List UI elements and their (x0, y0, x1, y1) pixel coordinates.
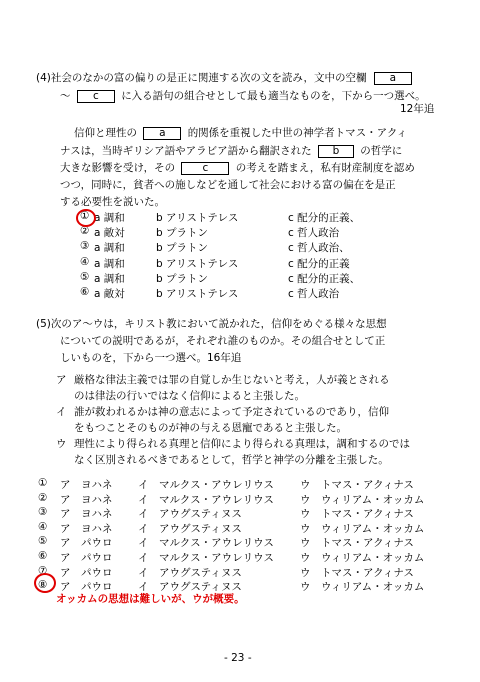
choice-a: ア ヨハネ (60, 522, 113, 535)
choice-num: ② (80, 225, 90, 238)
choice-i: イ アウグスティヌス (138, 508, 242, 521)
choice-b: b プラトン (156, 272, 209, 285)
statement-label: イ (56, 406, 67, 418)
choice-u: ウ トマス・アクィナス (300, 508, 414, 521)
choice-a: a 敵対 (94, 288, 125, 300)
blank-a-box: a (374, 72, 412, 85)
choice-a: a 調和 (94, 242, 125, 255)
q4-passage-l5: する必要性を説いた。 (60, 196, 165, 208)
choice-a: ア パウロ (60, 566, 113, 579)
choice-c: c 哲人政治、 (288, 242, 350, 255)
choice-a: a 調和 (94, 257, 125, 270)
choice-u: ウ トマス・アクィナス (300, 537, 414, 550)
choice-num: ④ (38, 520, 48, 533)
choice-a: ア ヨハネ (60, 508, 113, 521)
q4-passage-l2: ナスは，当時ギリシア語やアラビア語から翻訳された b の哲学に (60, 144, 403, 157)
q5-line2: についての説明であるが，それぞれ誰のものか。その組合せとして正 (60, 335, 386, 347)
statement-text: をもつことそのものが神の与える恩寵であると主張した。 (74, 422, 347, 434)
q4-passage-l3: 大きな影響を受け，その c の考えを踏まえ，私有財産制度を認め (60, 161, 415, 174)
choice-c: c 配分的正義、 (288, 212, 361, 224)
statement-text: のは律法の行いではなく信仰によると主張した。 (74, 390, 305, 402)
choice-a: ア パウロ (60, 552, 113, 564)
q4-line1: (4)社会のなかの富の偏りの是正に関連する次の文を読み，文中の空欄 a (36, 70, 412, 85)
choice-i: イ マルクス・アウレリウス (138, 493, 274, 506)
choice-a: a 調和 (94, 272, 125, 285)
choice-u: ウ ウィリアム・オッカム (300, 493, 425, 506)
choice-i: イ アウグスティヌス (138, 566, 242, 579)
answer-circle-q4 (76, 209, 96, 227)
choice-num: ④ (80, 255, 90, 268)
choice-a: ア ヨハネ (60, 493, 113, 506)
choice-num: ⑥ (80, 286, 90, 298)
choice-b: b アリストテレス (156, 288, 239, 300)
choice-i: イ アウグスティヌス (138, 522, 242, 535)
choice-b: b プラトン (156, 242, 209, 255)
q4-passage-l4: つつ，同時に，貧者への施しなどを通して社会における富の偏在を是正 (60, 179, 396, 191)
choice-a: ア パウロ (60, 537, 113, 550)
blank-c-box: c (181, 162, 229, 175)
choice-num: ② (38, 491, 48, 504)
statement-text: 厳格な律法主義では罪の自覚しか生じないと考え，人が義とされる (74, 374, 390, 386)
choice-c: c 哲人政治 (288, 227, 340, 240)
choice-num: ① (38, 477, 48, 489)
choice-i: イ マルクス・アウレリウス (138, 537, 274, 550)
choice-c: c 配分的正義、 (288, 272, 361, 285)
blank-b-box: b (318, 145, 354, 158)
choice-num: ③ (38, 506, 48, 519)
choice-a: ア パウロ (60, 581, 113, 594)
statement-label: ア (56, 374, 67, 386)
choice-a: ア ヨハネ (60, 479, 113, 491)
blank-a-box: a (143, 127, 181, 140)
statement-text: 誰が救われるかは神の意志によって予定されているのであり，信仰 (74, 406, 389, 418)
choice-b: b アリストテレス (156, 257, 239, 270)
statement-text: なく区別されるべきであるとして，哲学と神学の分離を主張した。 (74, 454, 389, 466)
choice-u: ウ ウィリアム・オッカム (300, 552, 425, 564)
choice-i: イ マルクス・アウレリウス (138, 479, 274, 491)
choice-c: c 哲人政治 (288, 288, 340, 300)
choice-num: ① (80, 210, 90, 222)
choice-u: ウ トマス・アクィナス (300, 479, 414, 491)
statement-text: 理性により得られる真理と信仰により得られる真理は，調和するのでは (74, 438, 410, 450)
choice-a: a 敵対 (94, 227, 125, 240)
choice-u: ウ ウィリアム・オッカム (300, 522, 425, 535)
choice-u: ウ トマス・アクィナス (300, 566, 414, 579)
choice-num: ⑧ (38, 579, 48, 592)
annotation-note: オッカムの思想は難しいが、ウが概要。 (56, 593, 245, 605)
page-number: - 23 - (224, 652, 252, 664)
choice-num: ⑤ (38, 535, 48, 548)
choice-a: a 調和 (94, 212, 125, 224)
statement-label: ウ (56, 438, 67, 450)
q4-year: 12年追 (400, 103, 435, 115)
choice-i: イ アウグスティヌス (138, 581, 242, 594)
choice-u: ウ ウィリアム・オッカム (300, 581, 425, 594)
q4-passage-l1: 信仰と理性の a 的関係を重視した中世の神学者トマス・アクィ (74, 126, 408, 139)
q4-line2: 〜 c に入る語句の組合せとして最も適当なものを，下から一つ選べ。 (60, 89, 426, 102)
choice-num: ⑦ (38, 564, 48, 577)
answer-circle-q5 (34, 573, 56, 593)
choice-c: c 配分的正義 (288, 257, 350, 270)
q5-line3: しいものを，下から一つ選べ。16年追 (60, 352, 242, 364)
choice-num: ⑥ (38, 550, 48, 562)
choice-b: b アリストテレス (156, 212, 239, 224)
choice-i: イ マルクス・アウレリウス (138, 552, 274, 564)
q5-line1: (5)次のア〜ウは，キリスト教において説かれた，信仰をめぐる様々な思想 (36, 318, 387, 330)
choice-num: ③ (80, 240, 90, 253)
choice-b: b プラトン (156, 227, 209, 240)
choice-num: ⑤ (80, 270, 90, 283)
blank-c-box: c (77, 90, 115, 103)
